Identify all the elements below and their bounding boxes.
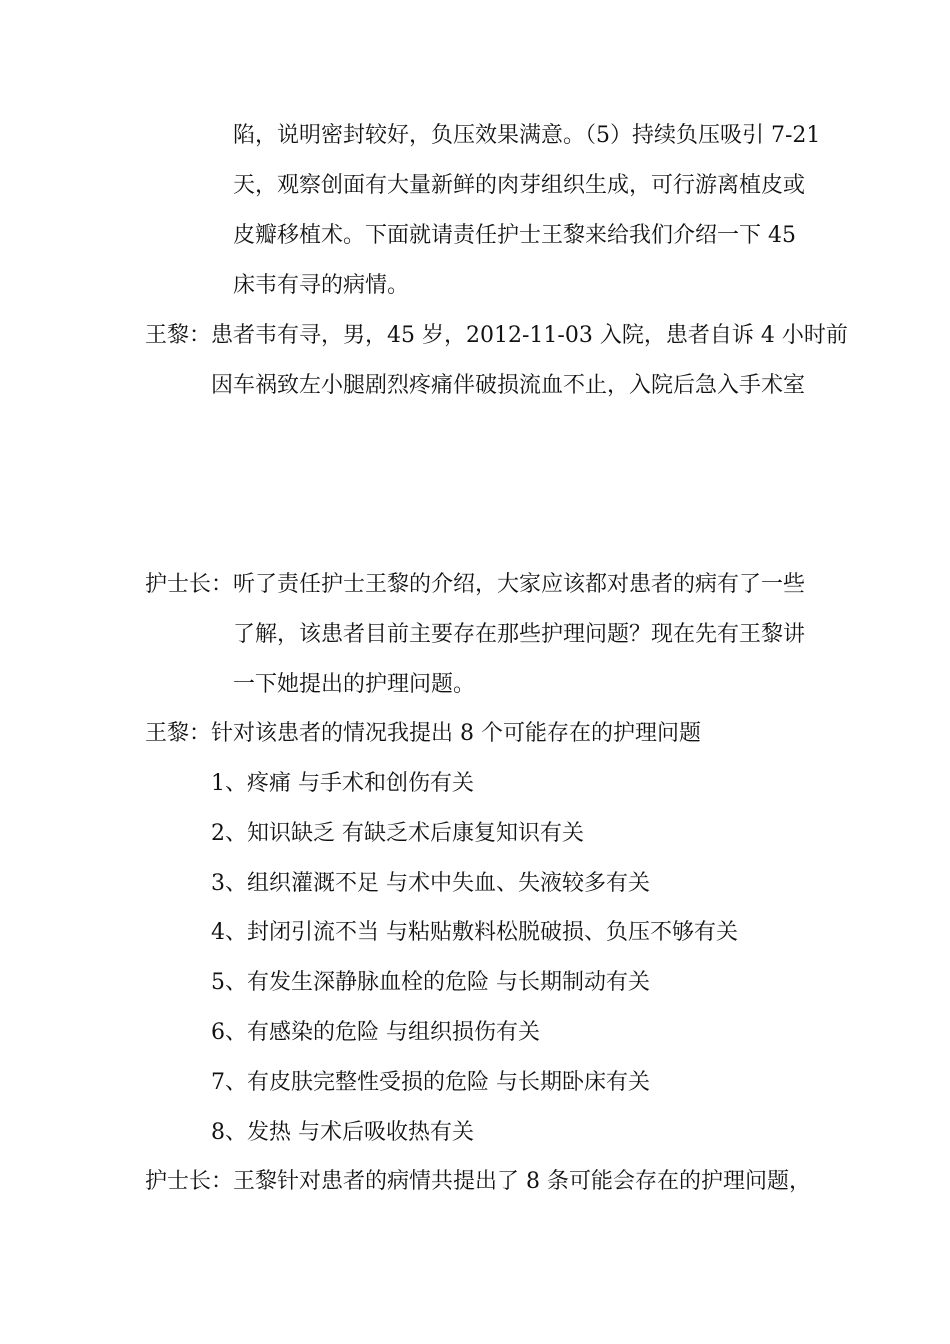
- paragraph-line: 一下她提出的护理问题。: [233, 672, 476, 697]
- speaker-label: 护士长：: [145, 572, 234, 597]
- speaker-label: 护士长：: [145, 1169, 234, 1194]
- list-item: 1、疼痛 与手术和创伤有关: [211, 771, 474, 796]
- paragraph-line: 陷，说明密封较好，负压效果满意。（5）持续负压吸引 7-21: [233, 123, 821, 148]
- paragraph-line: 因车祸致左小腿剧烈疼痛伴破损流血不止，入院后急入手术室: [211, 373, 806, 398]
- speaker-label: 王黎：: [145, 323, 212, 348]
- dialogue-text: 听了责任护士王黎的介绍，大家应该都对患者的病有了一些: [233, 572, 806, 597]
- dialogue-line: [145, 321, 848, 351]
- dialogue-line: [145, 1167, 811, 1197]
- list-item: 8、发热 与术后吸收热有关: [211, 1120, 474, 1145]
- speaker-label: 王黎：: [145, 721, 212, 746]
- paragraph-line: 天，观察创面有大量新鲜的肉芽组织生成，可行游离植皮或: [233, 173, 806, 198]
- list-item: 6、有感染的危险 与组织损伤有关: [211, 1020, 540, 1045]
- dialogue-text: 王黎针对患者的病情共提出了 8 条可能会存在的护理问题，: [233, 1169, 812, 1194]
- dialogue-text: 患者韦有寻，男，45 岁，2012-11-03 入院，患者自诉 4 小时前: [211, 323, 848, 348]
- dialogue-line: [145, 570, 805, 600]
- list-item: 4、封闭引流不当 与粘贴敷料松脱破损、负压不够有关: [211, 920, 738, 945]
- dialogue-text: 针对该患者的情况我提出 8 个可能存在的护理问题: [211, 721, 702, 746]
- paragraph-line: 皮瓣移植术。下面就请责任护士王黎来给我们介绍一下 45: [233, 223, 796, 248]
- list-item: 7、有皮肤完整性受损的危险 与长期卧床有关: [211, 1070, 650, 1095]
- dialogue-line: [145, 719, 701, 749]
- list-item: 2、知识缺乏 有缺乏术后康复知识有关: [211, 821, 584, 846]
- list-item: 5、有发生深静脉血栓的危险 与长期制动有关: [211, 970, 650, 995]
- list-item: 3、组织灌溉不足 与术中失血、失液较多有关: [211, 871, 650, 896]
- paragraph-line: 床韦有寻的病情。: [233, 273, 410, 298]
- paragraph-line: 了解，该患者目前主要存在那些护理问题？现在先有王黎讲: [233, 622, 806, 647]
